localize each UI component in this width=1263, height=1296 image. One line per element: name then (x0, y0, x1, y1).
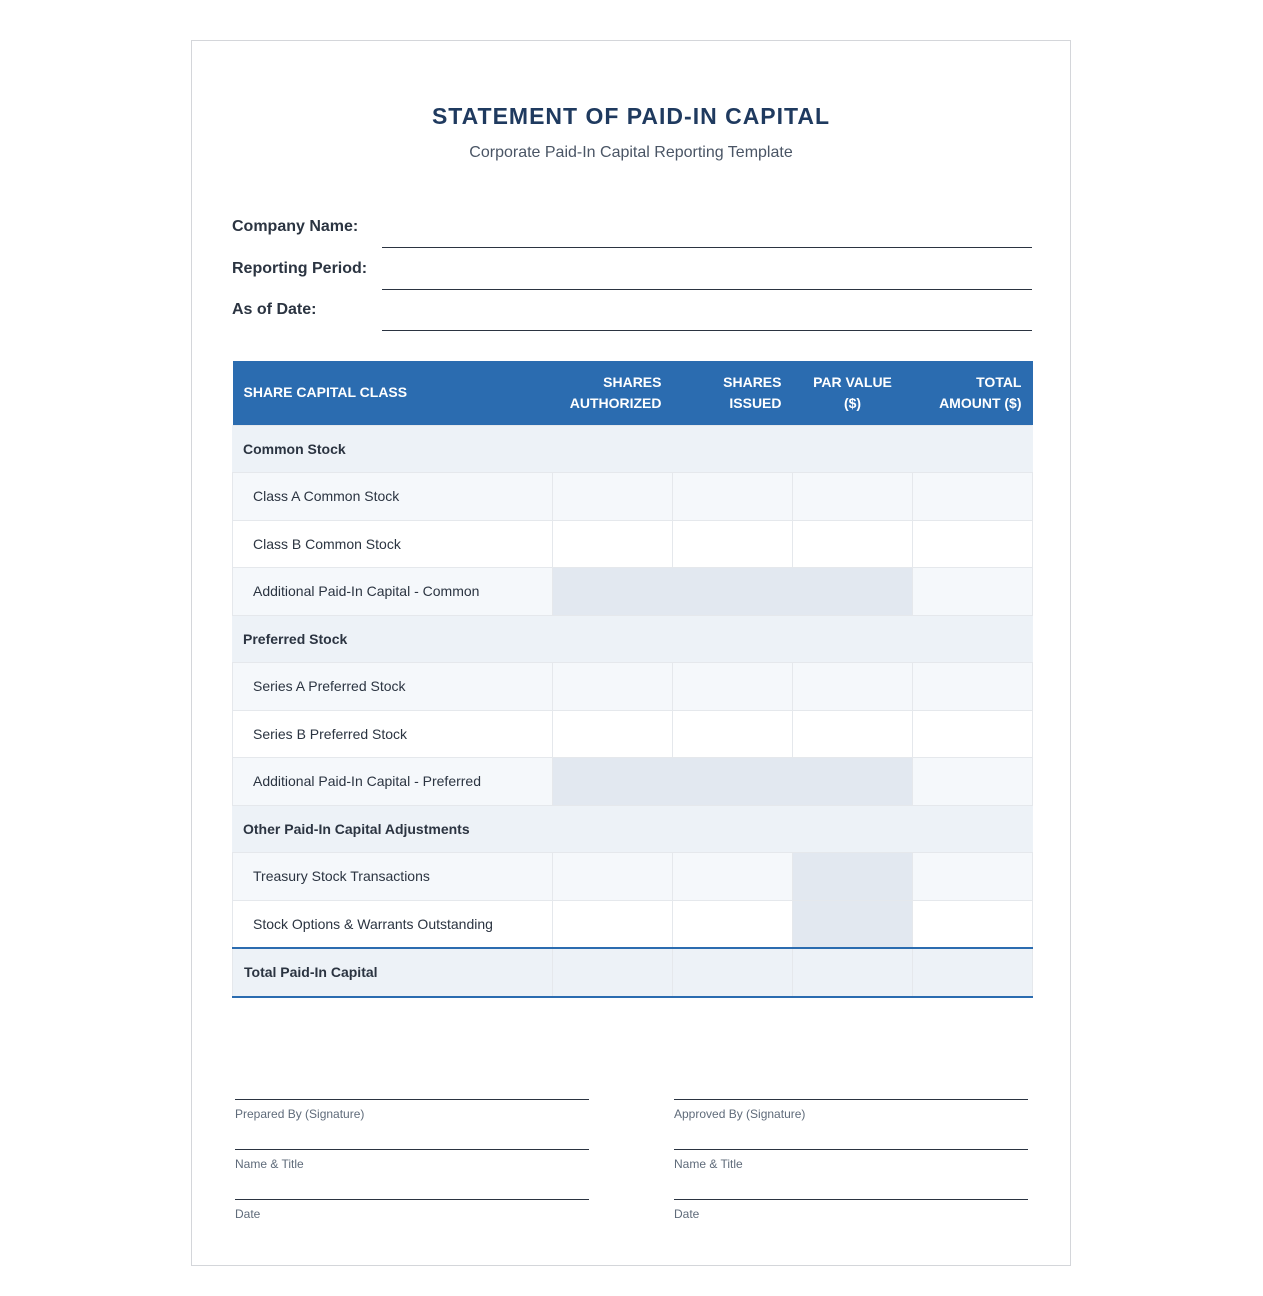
shares-issued-cell[interactable] (673, 853, 793, 901)
approved-name-title-line[interactable] (674, 1149, 1028, 1150)
row-label: Stock Options & Warrants Outstanding (233, 900, 553, 948)
shares-authorized-cell[interactable] (553, 663, 673, 711)
section-row-common (233, 425, 1033, 473)
table-header-row (233, 361, 1033, 425)
approved-date-line[interactable] (674, 1199, 1028, 1200)
section-row-preferred (233, 615, 1033, 663)
table-row (233, 758, 1033, 806)
header-share-capital-class: SHARE CAPITAL CLASS (233, 361, 553, 425)
company-name-field[interactable] (382, 247, 1032, 248)
total-amount-cell[interactable] (913, 853, 1033, 901)
blocked-cell (553, 758, 913, 806)
row-label: Additional Paid-In Capital - Common (233, 568, 553, 616)
total-amount-cell[interactable] (913, 948, 1033, 997)
as-of-date-field[interactable] (382, 330, 1032, 331)
blocked-cell (793, 900, 913, 948)
document-subtitle: Corporate Paid-In Capital Reporting Template (469, 144, 793, 161)
total-amount-cell[interactable] (913, 568, 1033, 616)
header-total-amount: TOTAL AMOUNT ($) (913, 361, 1033, 425)
prepared-date-label: Date (235, 1207, 261, 1221)
section-row-other (233, 805, 1033, 853)
shares-authorized-cell[interactable] (553, 900, 673, 948)
total-amount-cell[interactable] (913, 900, 1033, 948)
total-amount-cell[interactable] (913, 473, 1033, 521)
section-label: Common Stock (233, 425, 1033, 473)
total-amount-cell[interactable] (913, 520, 1033, 568)
table-row (233, 520, 1033, 568)
shares-issued-cell[interactable] (673, 900, 793, 948)
document-page (191, 40, 1071, 1266)
total-par-value-cell[interactable] (793, 948, 913, 997)
table-row (233, 663, 1033, 711)
shares-issued-cell[interactable] (673, 520, 793, 568)
total-shares-authorized-cell[interactable] (553, 948, 673, 997)
header-shares-issued: SHARES ISSUED (673, 361, 793, 425)
header-shares-authorized: SHARES AUTHORIZED (553, 361, 673, 425)
row-label: Treasury Stock Transactions (233, 853, 553, 901)
section-label: Other Paid-In Capital Adjustments (233, 805, 1033, 853)
table-row (233, 568, 1033, 616)
par-value-cell[interactable] (793, 663, 913, 711)
shares-issued-cell[interactable] (673, 663, 793, 711)
as-of-date-label: As of Date: (232, 301, 317, 318)
table-row (233, 853, 1033, 901)
shares-authorized-cell[interactable] (553, 710, 673, 758)
par-value-cell[interactable] (793, 520, 913, 568)
approved-by-signature-line[interactable] (674, 1099, 1028, 1100)
total-amount-cell[interactable] (913, 710, 1033, 758)
section-label: Preferred Stock (233, 615, 1033, 663)
row-label: Class B Common Stock (233, 520, 553, 568)
prepared-by-label: Prepared By (Signature) (235, 1107, 365, 1121)
total-amount-cell[interactable] (913, 663, 1033, 711)
par-value-cell[interactable] (793, 710, 913, 758)
prepared-date-line[interactable] (235, 1199, 589, 1200)
shares-issued-cell[interactable] (673, 473, 793, 521)
table-row (233, 900, 1033, 948)
table-row (233, 710, 1033, 758)
row-label: Series A Preferred Stock (233, 663, 553, 711)
reporting-period-field[interactable] (382, 289, 1032, 290)
total-shares-issued-cell[interactable] (673, 948, 793, 997)
par-value-cell[interactable] (793, 473, 913, 521)
shares-issued-cell[interactable] (673, 710, 793, 758)
row-label: Class A Common Stock (233, 473, 553, 521)
row-label: Additional Paid-In Capital - Preferred (233, 758, 553, 806)
shares-authorized-cell[interactable] (553, 520, 673, 568)
paid-in-capital-table (232, 361, 1033, 998)
total-label: Total Paid-In Capital (233, 948, 553, 997)
blocked-cell (793, 853, 913, 901)
prepared-by-signature-line[interactable] (235, 1099, 589, 1100)
document-title: STATEMENT OF PAID-IN CAPITAL (431, 103, 831, 129)
prepared-name-title-line[interactable] (235, 1149, 589, 1150)
header-par-value: PAR VALUE ($) (793, 361, 913, 425)
reporting-period-label: Reporting Period: (232, 260, 368, 277)
approved-name-title-label: Name & Title (674, 1157, 743, 1171)
shares-authorized-cell[interactable] (553, 473, 673, 521)
prepared-name-title-label: Name & Title (235, 1157, 304, 1171)
total-amount-cell[interactable] (913, 758, 1033, 806)
table-row (233, 473, 1033, 521)
row-label: Series B Preferred Stock (233, 710, 553, 758)
shares-authorized-cell[interactable] (553, 853, 673, 901)
approved-date-label: Date (674, 1207, 700, 1221)
company-name-label: Company Name: (232, 218, 359, 235)
blocked-cell (553, 568, 913, 616)
approved-by-label: Approved By (Signature) (674, 1107, 806, 1121)
total-row (233, 948, 1033, 997)
